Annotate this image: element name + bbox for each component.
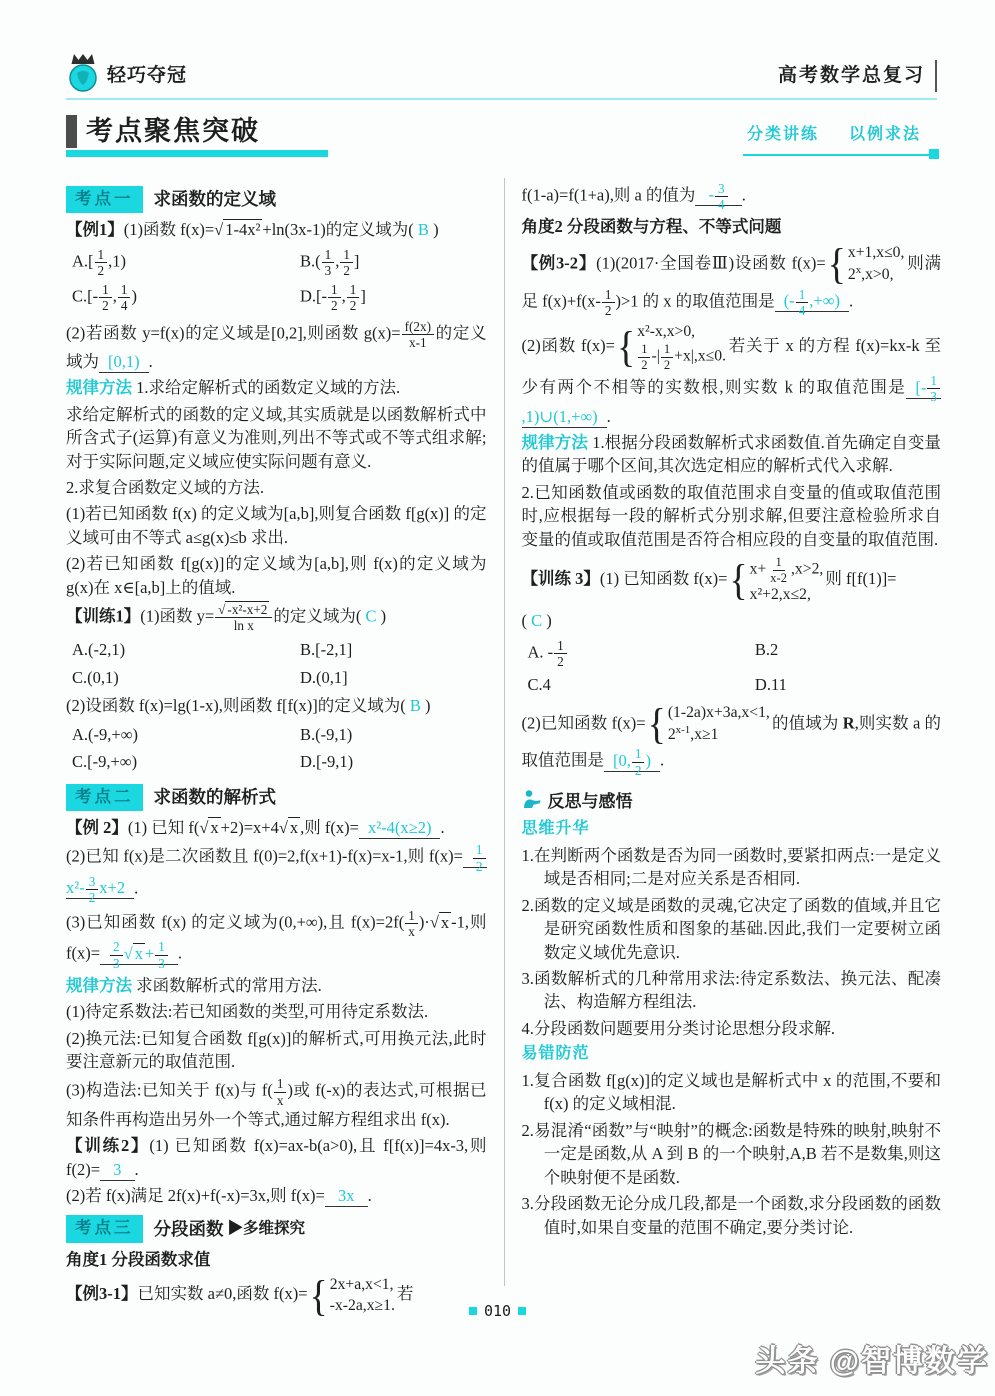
- text-line: (2)若已知函数 f[g(x)]的定义域为[a,b],则 f(x)的定义域为 g(x)在 x∈[a,b]上的值域.: [66, 554, 487, 597]
- banner-underline: [66, 150, 328, 157]
- text-line: (2)已知 f(x)是二次函数且 f(0)=2,f(x+1)-f(x)=x-1,则 f(x)= $\frac{1}{2}$ x²- $\frac{3}{2}$ x+2 .: [66, 842, 487, 905]
- tagline-2: 以例求法: [848, 126, 921, 143]
- sub-heading: 思维升华: [521, 820, 590, 838]
- text-line: 2.已知函数值或函数的取值范围求自变量的值或取值范围时,应根据每一段的解析式分别求解,但要注意检验所求自变量的值或取值范围是否符合相应段的自变量的取值范围.: [521, 482, 941, 549]
- banner-bar: [66, 115, 77, 148]
- text-line: f(1-a)=f(1+a),则 a 的值为 - $\frac{3}{4}$ .: [521, 181, 746, 213]
- tagline-1: 分类讲练: [746, 126, 819, 143]
- text-line: 3.分段函数无论分成几段,都是一个函数,求分段函数的函数值时,如果自变量的范围不确定,要分类讨论.: [521, 1194, 941, 1237]
- document-title: 高考数学总复习: [778, 60, 937, 93]
- text-line: (2)已知函数 f(x)= { (1-2a)x+3a,x<1, $2^{x-1},x\ge 1$ 的值域为 R,则实数 a 的取值范围是 [0, $\frac{1}{2}$ ) .: [521, 699, 942, 778]
- text-line: 角度2 分段函数与方程、不等式问题: [521, 217, 782, 237]
- text-line: (1)若已知函数 f(x) 的定义域为[a,b],则复合函数 f[g(x)] 的定义域可由不等式 a≤g(x)≤b 求出.: [66, 504, 487, 547]
- reflect-header: [522, 789, 942, 815]
- topic-badge: 考点一: [66, 186, 143, 213]
- topic-title: 分段函数: [153, 1218, 224, 1239]
- text-line: (2)若 f(x)满足 2f(x)+f(-x)=3x,则 f(x)= 3x .: [66, 1186, 372, 1206]
- text-line: 【训练 3】(1) 已知函数 f(x)= { x+ $\frac{1}{x-2}$ ,x>2, x²+2,x≤2, 则 f[f(1)]=: [521, 555, 897, 605]
- choice-option: D.(0,1]: [299, 667, 348, 687]
- text-line: 2.函数的定义域是函数的灵魂,它决定了函数的值域,并且它是研究函数性质和图象的基础.因此,我们一定要树立函数定义域优先意识.: [521, 895, 941, 962]
- watermark: 头条 @智博数学: [755, 1345, 989, 1379]
- text-line: (3)构造法:已知关于 f(x)与 f( $\frac{1}{x}$ )或 f(-x)的表达式,可根据已知条件再构造出另外一个等式,通过解方程组求出 f(x).: [66, 1076, 487, 1129]
- text-line: 【例 2】(1) 已知 f(√ x +2)=x+4√ x ,则 f(x)= x²-4(x≥2) .: [66, 817, 445, 837]
- text-line: (3)已知函数 f(x) 的定义域为(0,+∞),且 f(x)=2f( $\frac{1}{x}$ )·√ x -1,则 f(x)= $\frac{2}{3}$ √ x + $\frac{1}{3}$ .: [66, 908, 487, 971]
- right-column: [504, 178, 942, 1286]
- choice-options: [72, 721, 487, 776]
- text-line: 2.易混淆“函数”与“映射”的概念:函数是特殊的映射,映射不一定是函数,从 A 到 B 的一个映射,A,B 若不是数集,则这个映射便不是函数.: [521, 1120, 941, 1187]
- page-number-row: [0, 1301, 995, 1322]
- text-line: 【例3-2】(1)(2017·全国卷Ⅲ)设函数 f(x)= { x+1,x≤0, $2^x,x>0$, 则满足 f(x)+f(x- $\frac{1}{2}$ )>1 的 x 的取值范围是 (- $\frac{1}{4}$ ,+∞) .: [521, 239, 941, 318]
- text-line: 【训练1】(1)函数 y= $\frac{\text{√ -x²-x+2}}{\text{ln x}}$ 的定义域为( C ): [66, 602, 387, 634]
- choice-option: D.[-9,1): [299, 752, 354, 772]
- topic-suffix: ▶多维探究: [227, 1220, 306, 1238]
- reflect-title: 反思与感悟: [547, 791, 633, 811]
- section-banner: [66, 112, 937, 160]
- sub-heading: 易错防范: [521, 1045, 590, 1063]
- choice-option: A.(-9,+∞): [72, 724, 138, 744]
- text-line: 1.在判断两个函数是否为同一函数时,要紧扣两点:一是定义域是否相同;二是对应关系是否相同.: [521, 845, 941, 889]
- text-line: 【例3-1】已知实数 a≠0,函数 f(x)= { 2x+a,x<1, -x-2a,x≥1. 若: [66, 1271, 414, 1320]
- choice-options: [528, 636, 942, 699]
- choice-option: A.(-2,1): [72, 640, 126, 660]
- text-line: ( C ): [521, 611, 552, 631]
- choice-options: [72, 636, 487, 691]
- page-header: [66, 54, 937, 100]
- person-reflect-icon: [522, 789, 542, 815]
- text-line: 2.求复合函数定义域的方法.: [66, 477, 264, 497]
- text-line: 4.分段函数问题要用分类讨论思想分段求解.: [521, 1018, 835, 1038]
- choice-option: D.11: [754, 675, 787, 695]
- choice-options: [72, 245, 487, 316]
- topic-header: [66, 1215, 487, 1242]
- choice-option: C.(0,1): [72, 667, 119, 687]
- choice-option: C.[-9,+∞): [72, 752, 138, 772]
- topic-title: 求函数的定义域: [153, 189, 276, 210]
- page-marker-icon: [469, 1307, 477, 1315]
- text-line: 1.复合函数 f[g(x)]的定义域也是解析式中 x 的范围,不要和 f(x) 的定义域相混.: [521, 1071, 941, 1114]
- text-line: 规律方法 1.根据分段函数解析式求函数值.首先确定自变量的值属于哪个区间,其次选定相应的解析式代入求解.: [521, 433, 942, 476]
- brand-name: 轻巧夺冠: [107, 64, 188, 86]
- text-line: (2)换元法:已知复合函数 f[g(x)]的解析式,可用换元法,此时要注意新元的取值范围.: [66, 1028, 487, 1072]
- brand: [66, 53, 187, 99]
- section-title: 考点聚焦突破: [86, 116, 260, 146]
- choice-option: C.[- $\frac{1}{2}$ , $\frac{1}{4}$ ): [72, 282, 137, 314]
- text-line: (2)若函数 y=f(x)的定义域是[0,2],则函数 g(x)= $\frac{f(2x)}{x-1}$ 的定义域为 [0,1) .: [66, 318, 487, 371]
- topic-header: [66, 186, 487, 213]
- text-line: 求给定解析式的函数的定义域,其实质就是以函数解析式中所含式子(运算)有意义为准则,列出不等式或不等式组求解;对于实际问题,定义域应使实际问题有意义.: [66, 404, 487, 471]
- choice-option: B.( $\frac{1}{3}$ , $\frac{1}{2}$ ]: [299, 246, 360, 279]
- crown-logo-icon: [66, 53, 100, 99]
- page-number: 010: [483, 1301, 512, 1320]
- choice-option: B.[-2,1]: [299, 640, 353, 660]
- text-line: (1)待定系数法:若已知函数的类型,可用待定系数法.: [66, 1002, 429, 1022]
- text-line: 规律方法 1.求给定解析式的函数定义域的方法.: [66, 378, 401, 398]
- choice-option: D.[- $\frac{1}{2}$ , $\frac{1}{2}$ ]: [299, 282, 366, 314]
- tagline: [743, 124, 937, 156]
- choice-option: A.[ $\frac{1}{2}$ ,1): [72, 246, 127, 279]
- text-line: 3.函数解析式的几种常用求法:待定系数法、换元法、配凑法、构造解方程组法.: [521, 969, 941, 1012]
- text-line: (2)函数 f(x)= { x²-x,x>0, $\frac{1}{2}$ -| $\frac{1}{2}$ +x|,x≤0. 若关于 x 的方程 f(x)=kx-k 至少有两个不相等的实数根,则实数 k 的取值范围是 [- $\frac{1}{3}$ ,1)∪(1,+∞) .: [521, 322, 941, 426]
- topic-badge: 考点三: [66, 1215, 143, 1242]
- page-marker-icon: [518, 1307, 526, 1315]
- tagline-square-icon: [929, 149, 939, 159]
- topic-title: 求函数的解析式: [153, 786, 276, 807]
- text-line: 规律方法 求函数解析式的常用方法.: [66, 975, 322, 995]
- text-line: 【例1】(1)函数 f(x)=√ 1-4x² +ln(3x-1)的定义域为( B ): [66, 220, 439, 240]
- choice-option: C.4: [527, 675, 551, 695]
- topic-badge: 考点二: [66, 784, 143, 811]
- choice-option: B.(-9,1): [299, 724, 353, 744]
- text-line: (2)设函数 f(x)=lg(1-x),则函数 f[f(x)]的定义域为( B ): [66, 696, 431, 716]
- text-line: 角度1 分段函数求值: [66, 1249, 211, 1269]
- choice-option: B.2: [754, 639, 779, 659]
- choice-option: A. - $\frac{1}{2}$: [528, 636, 755, 671]
- topic-header: [66, 784, 487, 811]
- text-line: 【训练2】(1) 已知函数 f(x)=ax-b(a>0),且 f[f(x)]=4x-3,则 f(2)= 3 .: [66, 1136, 487, 1179]
